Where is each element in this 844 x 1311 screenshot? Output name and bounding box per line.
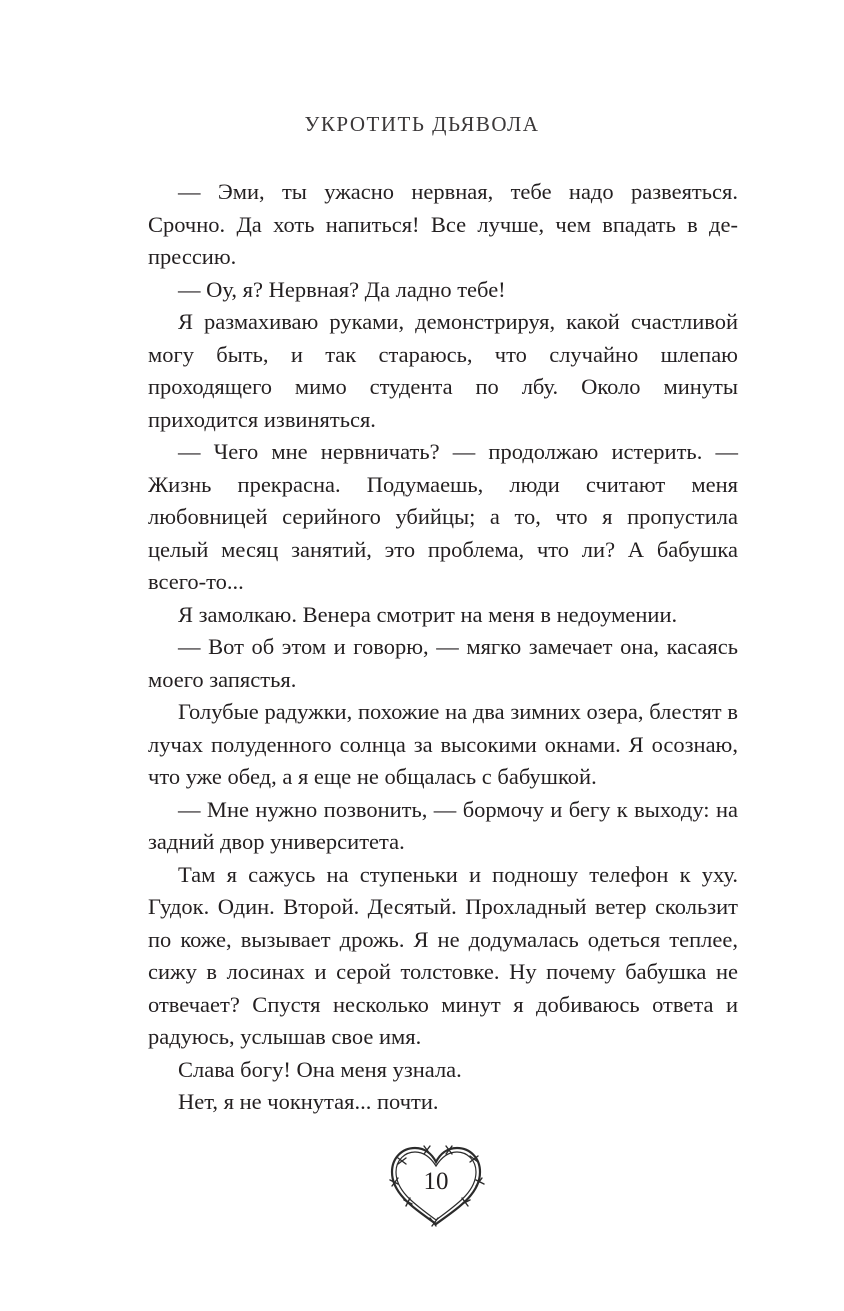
paragraph: — Мне нужно позвонить, — бормочу и бегу к выходу: на задний двор университета. bbox=[148, 796, 738, 854]
paragraph: — Чего мне нервничать? — продолжаю истерить. — Жизнь прекрасна. Подумаешь, люди считают меня любовницей серийного убийцы; а то, что я пропустила целый месяц занятий, это проблема, что ли? А бабушка всего-то... bbox=[148, 439, 738, 594]
paragraph: Слава богу! Она меня узнала. bbox=[178, 1056, 462, 1082]
body-text bbox=[148, 176, 738, 1119]
paragraph: — Эми, ты ужасно нервная, тебе надо развеяться. Срочно. Да хоть напиться! Все лучше, чем впадать в депрессию. bbox=[148, 179, 738, 269]
paragraph: Нет, я не чокнутая... почти. bbox=[178, 1089, 439, 1114]
page-number: 10 bbox=[423, 1168, 449, 1195]
paragraph: — Вот об этом и говорю, — мягко замечает она, касаясь моего запястья. bbox=[148, 634, 738, 692]
paragraph: — Оу, я? Нервная? Да ладно тебе! bbox=[178, 276, 506, 302]
page-folio bbox=[384, 1140, 488, 1230]
running-head: УКРОТИТЬ ДЬЯВОЛА bbox=[304, 112, 540, 136]
paragraph: Голубые радужки, похожие на два зимних озера, блестят в лучах полуденного солнца за высокими окнами. Я осознаю, что уже обед, а я еще не общалась с бабушкой. bbox=[148, 699, 738, 789]
paragraph: Там я сажусь на ступеньки и подношу телефон к уху. Гудок. Один. Второй. Десятый. Прохладный ветер скользит по коже, вызывает дрожь. Я не додумалась одеться теплее, сижу в лосинах и серой толстовке. Ну почему бабушка не отвечает? Спустя несколько минут я добиваюсь ответа и радуюсь, услышав свое имя. bbox=[148, 861, 738, 1049]
paragraph: Я размахиваю руками, демонстрируя, какой счастливой могу быть, и так стараюсь, что случайно шлепаю проходящего мимо студента по лбу. Около минуты приходится извиняться. bbox=[148, 309, 738, 432]
paragraph: Я замолкаю. Венера смотрит на меня в недоумении. bbox=[178, 601, 678, 627]
